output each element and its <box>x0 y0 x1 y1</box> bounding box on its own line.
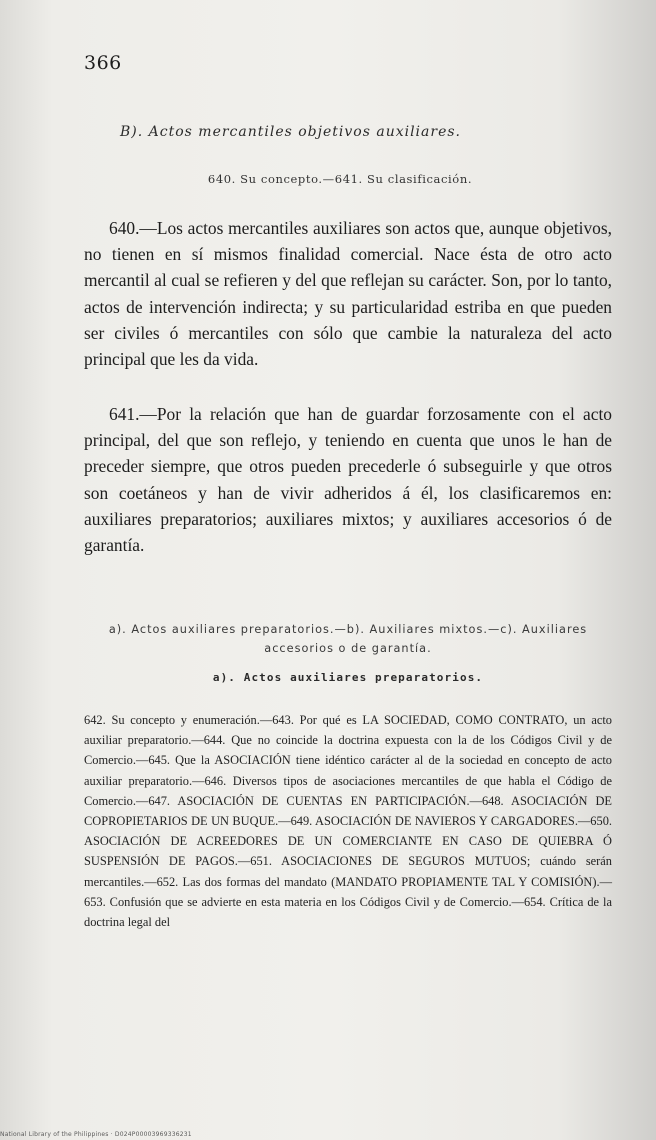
paragraph-640: 640.—Los actos mercantiles auxiliares son actos que, aunque objetivos, no tienen en sí mismos finalidad comercial. Nace ésta de otro acto mercantil al cual se refieren y del que reflejan su carácter. Son, por lo tanto, actos de intervención indirecta; y su particularidad estriba en que pueden ser civiles ó mercantiles con sólo que cambie la naturaleza del acto principal que les da vida. <box>84 218 612 370</box>
section-subheading: 640. Su concepto.—641. Su clasificación. <box>207 172 473 186</box>
page-number: 366 <box>84 52 122 74</box>
section-heading: B). Actos mercantiles objetivos auxiliares. <box>120 124 461 140</box>
scan-credit: National Library of the Philippines · D024P00003969336231 <box>0 1131 192 1138</box>
subsection-heading: a). Actos auxiliares preparatorios. <box>212 671 484 684</box>
classification-legend: a). Actos auxiliares preparatorios.—b). Auxiliares mixtos.—c). Auxiliares accesorios o de garantía. <box>108 623 588 655</box>
contents-summary: 642. Su concepto y enumeración.—643. Por qué es LA SOCIEDAD, COMO CONTRATO, un acto auxiliar preparatorio.—644. Que no coincide la doctrina expuesta con la de los Códigos Civil y de Comercio.—645. Que la ASOCIACIÓN tiene idéntico carácter al de la sociedad en concepto de acto auxiliar preparatorio.—646. Diversos tipos de asociaciones mercantiles de que habla el Código de Comercio.—647. ASOCIACIÓN DE CUENTAS EN PARTICIPACIÓN.—648. ASOCIACIÓN DE COPROPIETARIOS DE UN BUQUE.—649. ASOCIACIÓN DE NAVIEROS Y CARGADORES.—650. ASOCIACIÓN DE ACREEDORES DE UN COMERCIANTE EN CASO DE QUIEBRA Ó SUSPENSIÓN DE PAGOS.—651. ASOCIACIONES DE SEGUROS MUTUOS; cuándo serán mercantiles.—652. Las dos formas del mandato (MANDATO PROPIAMENTE TAL Y COMISIÓN).—653. Confusión que se advierte en esta materia en los Códigos Civil y de Comercio.—654. Crítica de la doctrina legal del <box>84 713 612 930</box>
paragraph-641: 641.—Por la relación que han de guardar forzosamente con el acto principal, del que son reflejo, y teniendo en cuenta que unos le han de preceder siempre, que otros pueden precederle ó subseguirle y que otros son coetáneos y han de vivir adheridos á él, los clasificaremos en: auxiliares preparatorios; auxiliares mixtos; y auxiliares accesorios ó de garantía. <box>84 404 612 556</box>
